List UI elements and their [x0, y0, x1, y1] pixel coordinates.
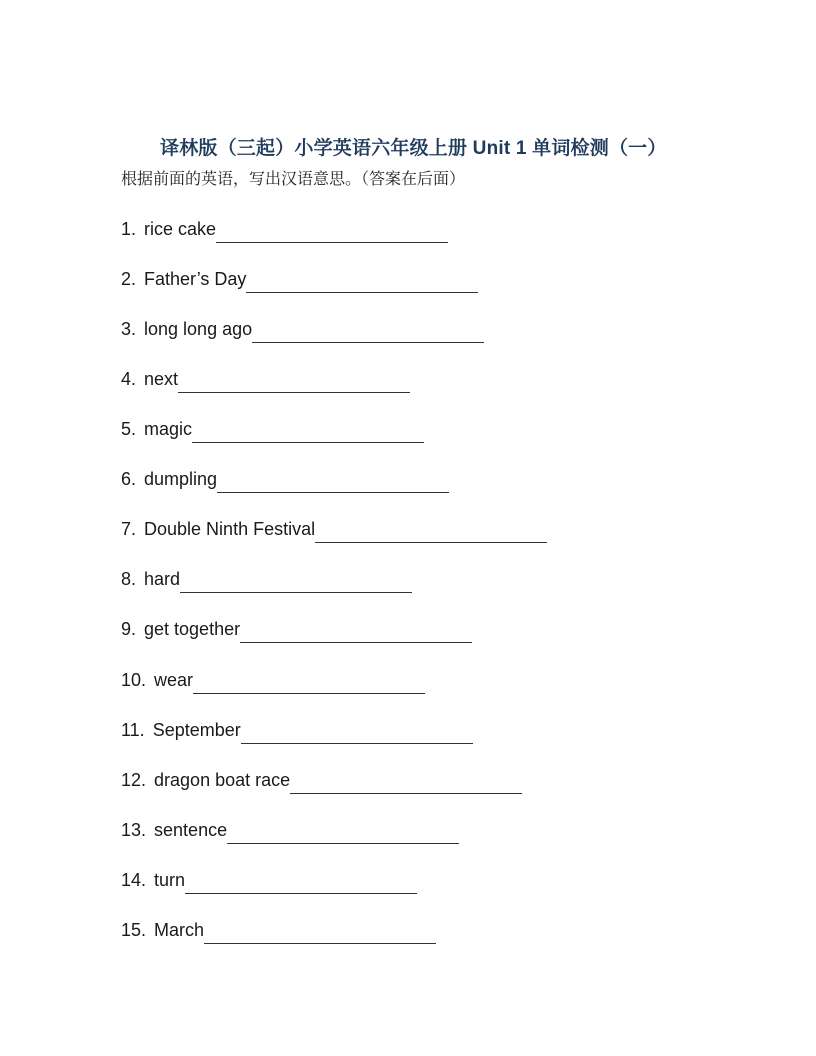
item-word: Double Ninth Festival — [144, 519, 316, 539]
page-title: 译林版（三起）小学英语六年级上册 Unit 1 单词检测（一） — [160, 138, 667, 159]
item-number: 7. — [121, 519, 137, 539]
answer-blank[interactable] — [185, 875, 417, 894]
item-word: September — [152, 720, 241, 740]
answer-blank[interactable] — [241, 725, 473, 744]
item-word: sentence — [154, 820, 228, 840]
answer-blank[interactable] — [216, 224, 448, 243]
answer-blank[interactable] — [315, 524, 547, 543]
item-word: next — [144, 369, 179, 389]
item-number: 5. — [121, 419, 137, 439]
list-item — [121, 560, 412, 590]
item-number: 3. — [121, 319, 137, 339]
item-word: March — [154, 920, 205, 940]
item-number: 14. — [121, 870, 147, 890]
list-item — [121, 460, 449, 490]
answer-blank[interactable] — [227, 825, 459, 844]
answer-blank[interactable] — [246, 274, 478, 293]
item-word: turn — [154, 870, 186, 890]
item-word: get together — [144, 619, 241, 639]
list-item — [121, 410, 424, 440]
item-word: wear — [154, 670, 194, 690]
answer-blank[interactable] — [240, 624, 472, 643]
answer-blank[interactable] — [252, 324, 484, 343]
item-number: 12. — [121, 770, 147, 790]
answer-blank[interactable] — [217, 474, 449, 493]
item-number: 4. — [121, 369, 137, 389]
item-word: long long ago — [144, 319, 253, 339]
answer-blank[interactable] — [180, 574, 412, 593]
item-number: 8. — [121, 569, 137, 589]
answer-blank[interactable] — [192, 424, 424, 443]
item-word: magic — [144, 419, 193, 439]
item-word: dumpling — [144, 469, 218, 489]
answer-blank[interactable] — [178, 374, 410, 393]
list-item — [121, 811, 459, 841]
answer-blank[interactable] — [290, 775, 522, 794]
item-number: 15. — [121, 920, 147, 940]
item-number: 9. — [121, 619, 137, 639]
item-word: dragon boat race — [154, 770, 291, 790]
item-number: 10. — [121, 670, 147, 690]
list-item — [121, 510, 547, 540]
item-number: 2. — [121, 269, 137, 289]
list-item — [121, 610, 472, 640]
list-item — [121, 360, 410, 390]
list-item — [121, 210, 448, 240]
item-word: rice cake — [144, 219, 217, 239]
item-word: hard — [144, 569, 181, 589]
instruction-text: 根据前面的英语，写出汉语意思。（答案在后面） — [121, 171, 466, 188]
answer-blank[interactable] — [193, 675, 425, 694]
answer-blank[interactable] — [204, 925, 436, 944]
list-item — [121, 260, 478, 290]
item-number: 13. — [121, 820, 147, 840]
list-item — [121, 310, 484, 340]
list-item — [121, 861, 417, 891]
list-item — [121, 761, 522, 791]
item-number: 1. — [121, 219, 137, 239]
list-item — [121, 661, 425, 691]
item-number: 11. — [121, 720, 145, 740]
list-item — [121, 911, 436, 941]
list-item — [121, 711, 473, 741]
item-word: Father’s Day — [144, 269, 247, 289]
item-number: 6. — [121, 469, 137, 489]
